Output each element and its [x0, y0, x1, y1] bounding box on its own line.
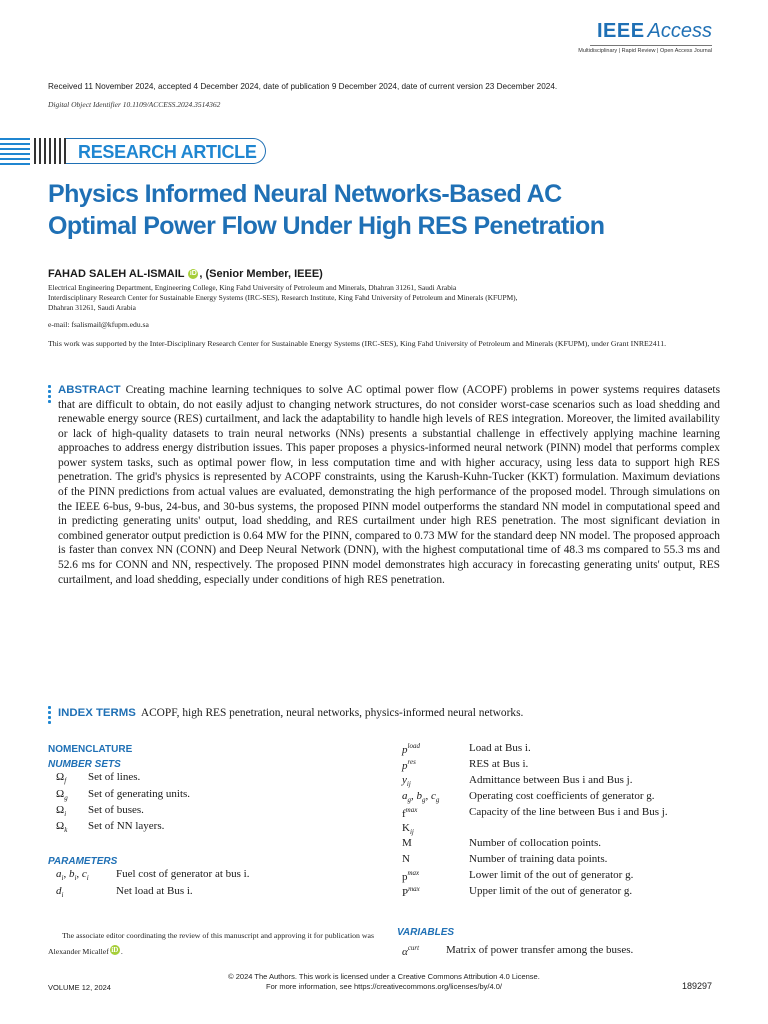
- nomenclature-entry: $d_i$ Net load at Bus i.: [56, 885, 193, 899]
- nomenclature-entry: M Number of collocation points.: [402, 837, 601, 849]
- abstract-text: Creating machine learning techniques to solve AC optimal power flow (ACOPF) problems in power systems requires datasets that are difficult to obtain, do not easily adjust to changing network structures, do not consider worst-case scenarios such as load shedding and renewable energy source (RES) curtailment, and lack the adaptability to handle high levels of RES integration. Moreover, the limited availability or lack of high-quality datasets to train neural networks (NNs) presents a substantial challenge in effectively applying machine learning approaches to address energy distribution issues. This paper proposes a physics-informed neural network (PINN) model that performs complex power system tasks, such as optimal power flow, in less computation time and with higher accuracy, using less data to support high RES penetration. The grid's physics is represented by ACOPF constraints, using the Karush-Kuhn-Tucker (KKT) formulation. Maximum deviations of the PINN predictions from actual values are evaluated, demonstrating the high performance of the proposed model. Through simulations on the IEEE 6-bus, 9-bus, 24-bus, and 30-bus systems, the proposed PINN model outperforms the standard NN model in computational speed and in predicting generating units' output, load shedding, and RES curtailment under high RES penetration. The most significant deviation in combined generator output prediction is 0.64 MW for the PINN, compared to 0.73 MW for the standard deep NN model. The proposed approach is faster than convex NN (CONN) and Deep Neural Network (DNN), with the highest computational time of 48.3 ms compared to 55.3 ms and 52.6 ms for CONN and NN, respectively. The proposed PINN model demonstrates high accuracy in forecasting generating units' output, RES curtailment, and load shedding, especially under conditions of high RES penetration.: [58, 384, 720, 586]
- abstract-marker: [48, 385, 51, 405]
- license-notice: [0, 972, 768, 991]
- journal-brand: IEEE Access: [596, 20, 712, 42]
- nomenclature-entry: $P^{max}$ Upper limit of the out of generator g.: [402, 885, 633, 899]
- nomenclature-entry: $y_{ij}$ Admittance between Bus i and Bus j.: [402, 774, 633, 788]
- research-article-banner: [0, 134, 270, 168]
- page-number: 189297: [681, 981, 712, 991]
- number-sets-heading: NUMBER SETS: [48, 759, 121, 770]
- nomenclature-entry: $p^{load}$ Load at Bus i.: [402, 742, 531, 756]
- author-name: FAHAD SALEH AL-ISMAIL: [48, 268, 185, 280]
- affiliations: [48, 283, 718, 313]
- nomenclature-entry: $\alpha^{curt}$ Matrix of power transfer among the buses.: [402, 944, 634, 958]
- editor-footnote: The associate editor coordinating the review of this manuscript and approving it for publication was Alexander Micallef iD .: [48, 931, 374, 956]
- orcid-icon[interactable]: iD: [111, 946, 119, 954]
- index-terms: [58, 707, 523, 719]
- author-line: [48, 268, 323, 280]
- volume-label: VOLUME 12, 2024: [48, 983, 111, 992]
- title-line: Optimal Power Flow Under High RES Penetration: [48, 212, 605, 240]
- nomenclature-entry: $\Omega_g$ Set of generating units.: [56, 788, 191, 802]
- received-dates: Received 11 November 2024, accepted 4 December 2024, date of publication 9 December 2024, date of current version 23 December 2024.: [48, 82, 558, 91]
- license-link[interactable]: For more information, see https://creativecommons.org/licenses/by/4.0/: [266, 981, 502, 991]
- funding-statement: This work was supported by the Inter-Disciplinary Research Center for Sustainable Energy Systems (IRC-SES), King Fahd University of Petroleum and Minerals (KFUPM), under Grant INRE2411.: [48, 339, 667, 348]
- nomenclature-entry: $a_i$, $b_i$, $c_i$ Fuel cost of generator at bus i.: [56, 868, 250, 882]
- journal-logo: [578, 20, 712, 54]
- nomenclature-entry: $K_{ij}$: [402, 822, 414, 836]
- journal-tagline: Multidisciplinary | Rapid Review | Open Access Journal: [578, 48, 712, 54]
- parameters-heading: PARAMETERS: [48, 856, 118, 867]
- banner-label: RESEARCH ARTICLE: [78, 142, 257, 162]
- nomenclature-entry: $f^{max}$ Capacity of the line between Bus i and Bus j.: [402, 806, 668, 820]
- nomenclature-entry: $\Omega_k$ Set of NN layers.: [56, 820, 165, 834]
- nomenclature-entry: $p^{max}$ Lower limit of the out of generator g.: [402, 869, 634, 883]
- doi: Digital Object Identifier 10.1109/ACCESS.2024.3514362: [48, 100, 221, 109]
- nomenclature-entry: $p^{res}$ RES at Bus i.: [402, 758, 529, 772]
- paper-title: [48, 178, 604, 242]
- index-terms-heading: INDEX TERMS: [58, 707, 136, 719]
- affiliation: Electrical Engineering Department, Engineering College, King Fahd University of Petroleum and Minerals, Dhahran 31261, Saudi Arabia: [48, 283, 457, 292]
- variables-heading: VARIABLES: [397, 927, 455, 938]
- affiliation: Dhahran 31261, Saudi Arabia: [48, 303, 136, 312]
- author-email[interactable]: e-mail: fsalismail@kfupm.edu.sa: [48, 320, 149, 329]
- index-terms-text: ACOPF, high RES penetration, neural networks, physics-informed neural networks.: [140, 707, 524, 719]
- nomenclature-entry: $a_g$, $b_g$, $c_g$ Operating cost coefficients of generator g.: [402, 790, 655, 804]
- title-line: Physics Informed Neural Networks-Based AC: [48, 180, 562, 208]
- nomenclature-entry: N Number of training data points.: [402, 853, 608, 865]
- abstract: [58, 383, 720, 587]
- author-role: , (Senior Member, IEEE): [199, 268, 323, 280]
- logo-rule: [590, 45, 712, 46]
- nomenclature-entry: $\Omega_f$ Set of lines.: [56, 771, 141, 785]
- nomenclature-entry: $\Omega_i$ Set of buses.: [56, 804, 144, 818]
- abstract-heading: ABSTRACT: [58, 384, 121, 396]
- orcid-icon[interactable]: iD: [189, 270, 197, 277]
- license-line: © 2024 The Authors. This work is licensed under a Creative Commons Attribution 4.0 License.: [228, 972, 540, 981]
- nomenclature-heading: NOMENCLATURE: [48, 744, 133, 755]
- affiliation: Interdisciplinary Research Center for Sustainable Energy Systems (IRC-SES), Research Institute, King Fahd University of Petroleum and Minerals (KFUPM),: [48, 293, 518, 302]
- index-terms-marker: [48, 706, 51, 726]
- banner-stripes-icon: [0, 134, 66, 168]
